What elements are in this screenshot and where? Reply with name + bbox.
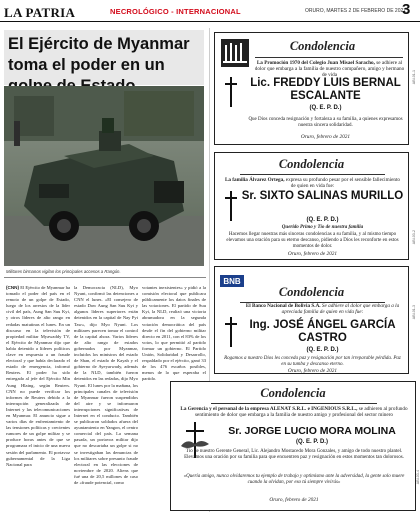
notice-intro xyxy=(223,177,402,189)
notice-intro xyxy=(241,303,404,315)
dateline: ORURO, MARTES 2 DE FEBRERO DE 2021 xyxy=(305,8,407,14)
photo-caption: Militares birmanos vigilan los principales accesos a Rangún. xyxy=(6,269,121,274)
condolence-notice-3 xyxy=(214,266,409,374)
notice-title: Condolencia xyxy=(289,39,356,53)
ad-code-4: ABI-03-4 xyxy=(416,470,420,485)
ad-code-3: ABI-01-3 xyxy=(412,305,416,320)
deceased-name: Sr. JORGE LUCIO MORA MOLINA xyxy=(228,425,396,437)
ad-code-2: ABI-03-2 xyxy=(412,230,416,245)
notice-place-date: Oruro, febrero de 2021 xyxy=(287,368,338,374)
qepd-label: (Q. E. P. D.) xyxy=(309,105,342,111)
deceased-name: Sr. SIXTO SALINAS MURILLO xyxy=(241,190,404,202)
source-tag: (CNN) xyxy=(6,285,20,290)
title-underline xyxy=(240,174,385,175)
page-number: 3 xyxy=(402,1,411,18)
notice-intro-bold: El Banco Nacional de Bolivia S.A. xyxy=(245,303,321,309)
notice-body: Tío de nuestro Gerente General, Lic. Alejandro Mostacedo Mora Gonzales, y amigo de todo nuestro plantel. Elevamos una oración por su familia para que encuentren paz y resignación en estos momentos tan dolorosos. xyxy=(184,449,404,461)
cross-icon xyxy=(223,317,239,351)
condolence-notice-2 xyxy=(214,152,409,260)
notice-place-date: Oruro, febrero de 2021 xyxy=(269,497,319,503)
deceased-name: Ing. JOSÉ ÁNGEL GARCÍA CASTRO xyxy=(249,319,396,344)
qepd-label: (Q. E. P. D.) xyxy=(306,217,339,223)
newspaper-brand: LA PATRIA xyxy=(4,5,76,20)
article-column-1 xyxy=(6,285,70,468)
notice-intro-text: expresa su profundo pesar por el sensible fallecimiento de quien en vida fue: xyxy=(285,177,401,190)
article-col1-text: El Ejército de Myanmar ha tomado el poder del país en el remoto de un golpe de Estado, luego de los arrestos de la líder civil del país, Aung San Suu Kyi, y otros líderes de alto rango en redadas matutinas el lunes. En un discurso en la televisión de propiedad militar Myawaddy TV, el Ejército de Myanmar dijo que había detenido a líderes políticos clave en respuesta a un fraude electoral y que había declarado el estado de emergencia, informó Reuters. El poder ha sido entregado al jefe del Ejército Min Aung Hlaing, según Reuters. CNN no puede verificar los informes de Reuters debido a la interrupción generalizada de Internet y las telecomunicaciones en Myanmar. El anuncio sigue a varios días de enfrentamiento de las tensiones políticas y crecientes rumores de un golpe militar y se produce horas antes de que se programara el inicio de una nueva sesión del parlamento. El portavoz gubernamental de la Liga Nacional para xyxy=(6,285,70,467)
notice-title: Condolencia xyxy=(260,386,326,400)
qepd-label: (Q. E. P. D.) xyxy=(306,347,339,353)
notice-intro-text: se adhiere al dolor que embarga a la familia de nuestro compañero, amigo y hermano de vida xyxy=(254,60,405,79)
caption-divider xyxy=(4,277,206,278)
notice-quote: «Quería amigo, nunca olvidaremos tu ejemplo de trabajo y optimismo ante la adversidad, la gente solo muere cuando la olvidan, por eso tú siempre vivirás» xyxy=(183,474,405,486)
condolence-notice-4 xyxy=(170,381,416,511)
article-headline: El Ejército de Myanmar toma el poder en un xyxy=(8,35,190,74)
section-label: NECROLÓGICO - INTERNACIONAL xyxy=(110,7,241,16)
condolence-notice-1 xyxy=(214,32,409,145)
notice-place-date: Oruro, febrero de 2021 xyxy=(300,134,351,140)
article-column-2: la Democracia (NLD), Myo Nyunt, confirmó las detenciones a CNN el lunes. «El consejero de estado Daw Aung San Suu Kyi y algunos líderes superiores están detenidos en la capital de Nay Pyi Taw», dijo Myo Nyunt. Los militares parecen tomar el control de la capital ahora. Varios líderes de alto rango de estados gobernados por Myanmar, incluidos los ministros del estado de Shan, el estado de Kayah y el gobierno de Ayeyarwady, además de la NLD, también fueron detenidos en las redadas, dijo Myo Nyunt. El lunes por la mañana, los principales canales de televisión de Myanmar fueron suspendidos del aire y se informaron interrupciones significativas de Internet en el conducto. También se publicaron soldados afuera del ayuntamiento en Yangon, el centro comercial del país. La semana pasada, un portavoz militar dijo que no descartaba un golpe si no se investigaban las denuncias de los militares sobre presunto fraude electoral en las elecciones de noviembre de 2020. Aliens que fué una de 20,5 millones de caso de «fraude potencial, como xyxy=(74,285,138,485)
title-underline xyxy=(211,403,377,404)
notice-body: Rogamos a nuestro Dios les conceda paz y resignación por tan irreparable pérdida. Paz en su tumba y descanso eterno. xyxy=(224,356,401,368)
notice-body: Hacemos llegar nuestras más sinceras condolencias a su familia, y al mismo tiempo elevamos una oración para su eterno descanso, pidiendo a Dios les reconforte en estos momentos de dolor. xyxy=(226,232,399,250)
bank-logo-text: BNB xyxy=(223,277,241,286)
notice-intro xyxy=(179,406,409,418)
masthead xyxy=(0,0,420,22)
notice-intro-bold: La familia Álvarez Ortega, xyxy=(224,177,285,183)
military-vehicle-photo xyxy=(4,86,204,266)
notice-subhead: Querido Primo y Tío de nuestra familia xyxy=(281,225,364,230)
notice-title: Condolencia xyxy=(278,285,345,299)
notice-intro-bold: La Promoción 1970 del Colegio Juan Misael Saracho, xyxy=(256,60,375,66)
headline-banner xyxy=(4,30,204,85)
deceased-name: Lic. FREDDY LUIS BERNAL ESCALANTE xyxy=(250,77,401,102)
cross-icon xyxy=(223,191,239,225)
cross-icon xyxy=(223,77,239,111)
notice-intro-bold: La Gerencia y el personal de la empresa ALENAT S.R.L. e INGENIOUS S.R.L., xyxy=(180,406,358,412)
notice-title: Condolencia xyxy=(278,157,345,171)
notice-intro xyxy=(253,60,406,78)
notice-place-date: Oruro, febrero de 2021 xyxy=(287,251,338,257)
article-photo xyxy=(4,86,204,266)
qepd-label: (Q. E. P. D.) xyxy=(296,439,328,445)
notice-intro-text: se adhieren al profundo sentimiento de dolor que embarga a la familia de nuestro amigo y profesional del sector minero xyxy=(195,406,408,419)
notice-body: Que Dios conceda resignación y fortaleza a su familia, a quienes expresamos nuestra sincera solidaridad. xyxy=(248,117,403,129)
notice-intro-text: Se adhiere al dolor que embarga a la apreciada familia de quien en vida fue: xyxy=(281,303,400,316)
article-column-3: votantes inexistentes» y pidió a la comisión electoral que publicara públicamente los datos finales de las votaciones. El partido de Suu Kyi, la NLD, realizó una victoria abrumadora en la segunda votación democrática del país desde el fin del gobierno militar directo en 2011, con el 83% de los votos, lo que permitió al partido formar un gobierno. El Partido Unión, Solidaridad y Desarrollo, respaldado por el ejército, ganó 33 de los 476 escaños posibles, menos de lo que esperaba el partido. xyxy=(142,285,206,382)
title-underline xyxy=(255,57,403,58)
ad-code-1: ABI-01-1 xyxy=(412,70,416,85)
